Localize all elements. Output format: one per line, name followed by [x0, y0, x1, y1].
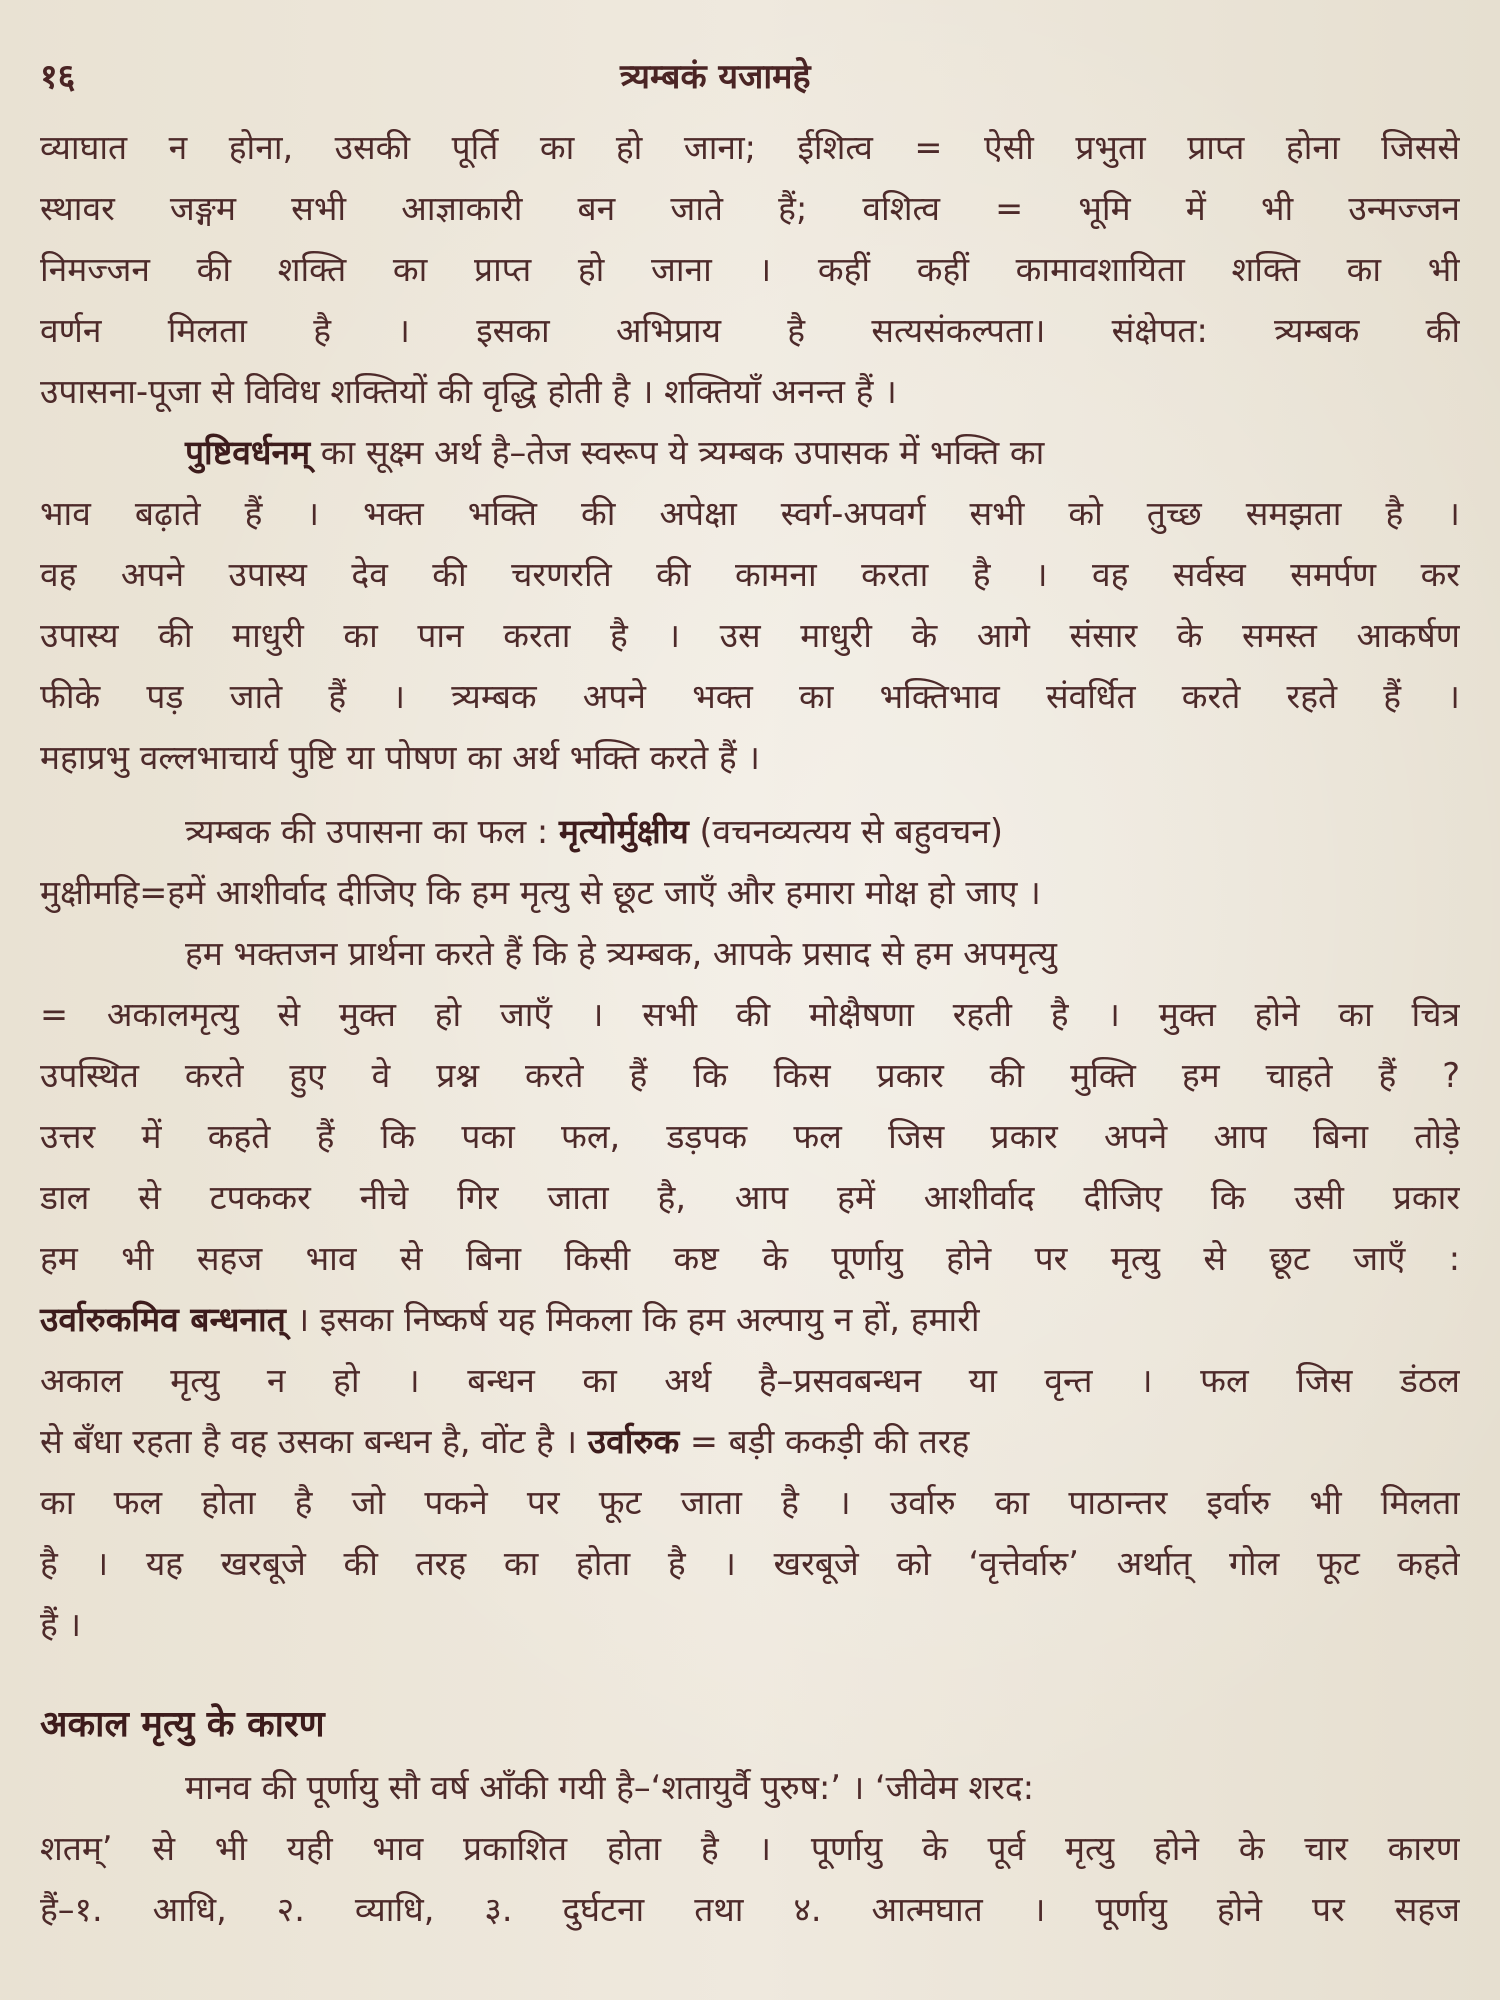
text-span: से बँधा रहता है वह उसका बन्धन है, वोंट है ।: [40, 1422, 588, 1461]
text-line: भाव बढ़ाते हैं । भक्त भक्ति की अपेक्षा स्वर्ग-अपवर्ग सभी को तुच्छ समझता है ।: [40, 494, 1460, 533]
text-line: हम भी सहज भाव से बिना किसी कष्ट के पूर्णायु होने पर मृत्यु से छूट जाएँ :: [40, 1239, 1460, 1278]
text-line: मानव की पूर्णायु सौ वर्ष आँकी गयी है–‘शतायुर्वै पुरुष:’ । ‘जीवेम शरद:: [185, 1768, 1034, 1807]
text-line: व्याघात न होना, उसकी पूर्ति का हो जाना; ईशित्व = ऐसी प्रभुता प्राप्त होना जिससे: [40, 128, 1460, 167]
text-line: मुक्षीमहि=हमें आशीर्वाद दीजिए कि हम मृत्यु से छूट जाएँ और हमारा मोक्ष हो जाए ।: [40, 873, 1041, 912]
text-line: [185, 433, 1460, 477]
text-line: हैं ।: [40, 1605, 82, 1644]
text-line: उपस्थित करते हुए वे प्रश्न करते हैं कि किस प्रकार की मुक्ति हम चाहते हैं ?: [40, 1056, 1460, 1095]
text-line: हम भक्तजन प्रार्थना करते हैं कि हे त्र्यम्बक, आपके प्रसाद से हम अपमृत्यु: [185, 934, 1057, 973]
text-line: [40, 1300, 1460, 1344]
text-line: हैं–१. आधि, २. व्याधि, ३. दुर्घटना तथा ४. आत्मघात । पूर्णायु होने पर सहज: [40, 1890, 1460, 1929]
bold-term: पुष्टिवर्धनम्: [185, 433, 311, 472]
page-number: १६: [40, 57, 76, 97]
text-line: है । यह खरबूजे की तरह का होता है । खरबूजे को ‘वृत्तेर्वारु’ अर्थात् गोल फूट कहते: [40, 1544, 1460, 1583]
text-line: डाल से टपककर नीचे गिर जाता है, आप हमें आशीर्वाद दीजिए कि उसी प्रकार: [40, 1178, 1460, 1217]
text-line: वह अपने उपास्य देव की चरणरति की कामना करता है । वह सर्वस्व समर्पण कर: [40, 555, 1460, 594]
text-span: = बड़ी ककड़ी की तरह: [679, 1422, 970, 1461]
text-span: (वचनव्यत्यय से बहुवचन): [688, 812, 1003, 851]
text-line: शतम्’ से भी यही भाव प्रकाशित होता है । पूर्णायु के पूर्व मृत्यु होने के चार कारण: [40, 1829, 1460, 1868]
bold-term: मृत्योर्मुक्षीय: [558, 812, 689, 851]
text-line: अकाल मृत्यु न हो । बन्धन का अर्थ है–प्रसवबन्धन या वृन्त । फल जिस डंठल: [40, 1361, 1460, 1400]
text-line: फीके पड़ जाते हैं । त्र्यम्बक अपने भक्त का भक्तिभाव संवर्धित करते रहते हैं ।: [40, 677, 1460, 716]
bold-term: उर्वारुक: [587, 1422, 680, 1461]
text-line: [40, 1422, 1460, 1466]
text-line: उपासना-पूजा से विविध शक्तियों की वृद्धि होती है । शक्तियाँ अनन्त हैं ।: [40, 372, 897, 411]
section-heading: अकाल मृत्यु के कारण: [40, 1704, 325, 1745]
text-line: उत्तर में कहते हैं कि पका फल, डड़पक फल जिस प्रकार अपने आप बिना तोड़े: [40, 1117, 1460, 1156]
text-line: वर्णन मिलता है । इसका अभिप्राय है सत्यसंकल्पता। संक्षेपत: त्र्यम्बक की: [40, 311, 1460, 350]
text-line: महाप्रभु वल्लभाचार्य पुष्टि या पोषण का अर्थ भक्ति करते हैं ।: [40, 738, 761, 777]
text-span: का सूक्ष्म अर्थ है–तेज स्वरूप ये त्र्यम्बक उपासक में भक्ति का: [310, 433, 1045, 472]
bold-term: उर्वारुकमिव बन्धनात्: [40, 1300, 286, 1339]
text-line: का फल होता है जो पकने पर फूट जाता है । उर्वारु का पाठान्तर इर्वारु भी मिलता: [40, 1483, 1460, 1522]
text-line: उपास्य की माधुरी का पान करता है । उस माधुरी के आगे संसार के समस्त आकर्षण: [40, 616, 1460, 655]
text-span: त्र्यम्बक की उपासना का फल :: [185, 812, 559, 851]
text-line: = अकालमृत्यु से मुक्त हो जाएँ । सभी की मोक्षैषणा रहती है । मुक्त होने का चित्र: [40, 995, 1460, 1034]
text-line: स्थावर जङ्गम सभी आज्ञाकारी बन जाते हैं; वशित्व = भूमि में भी उन्मज्जन: [40, 189, 1460, 228]
text-line: निमज्जन की शक्ति का प्राप्त हो जाना । कहीं कहीं कामावशायिता शक्ति का भी: [40, 250, 1460, 289]
running-title: त्र्यम्बकं यजामहे: [620, 57, 811, 97]
text-span: । इसका निष्कर्ष यह मिकला कि हम अल्पायु न हों, हमारी: [285, 1300, 980, 1339]
page-header: [40, 52, 1460, 102]
text-line: [185, 812, 1460, 856]
